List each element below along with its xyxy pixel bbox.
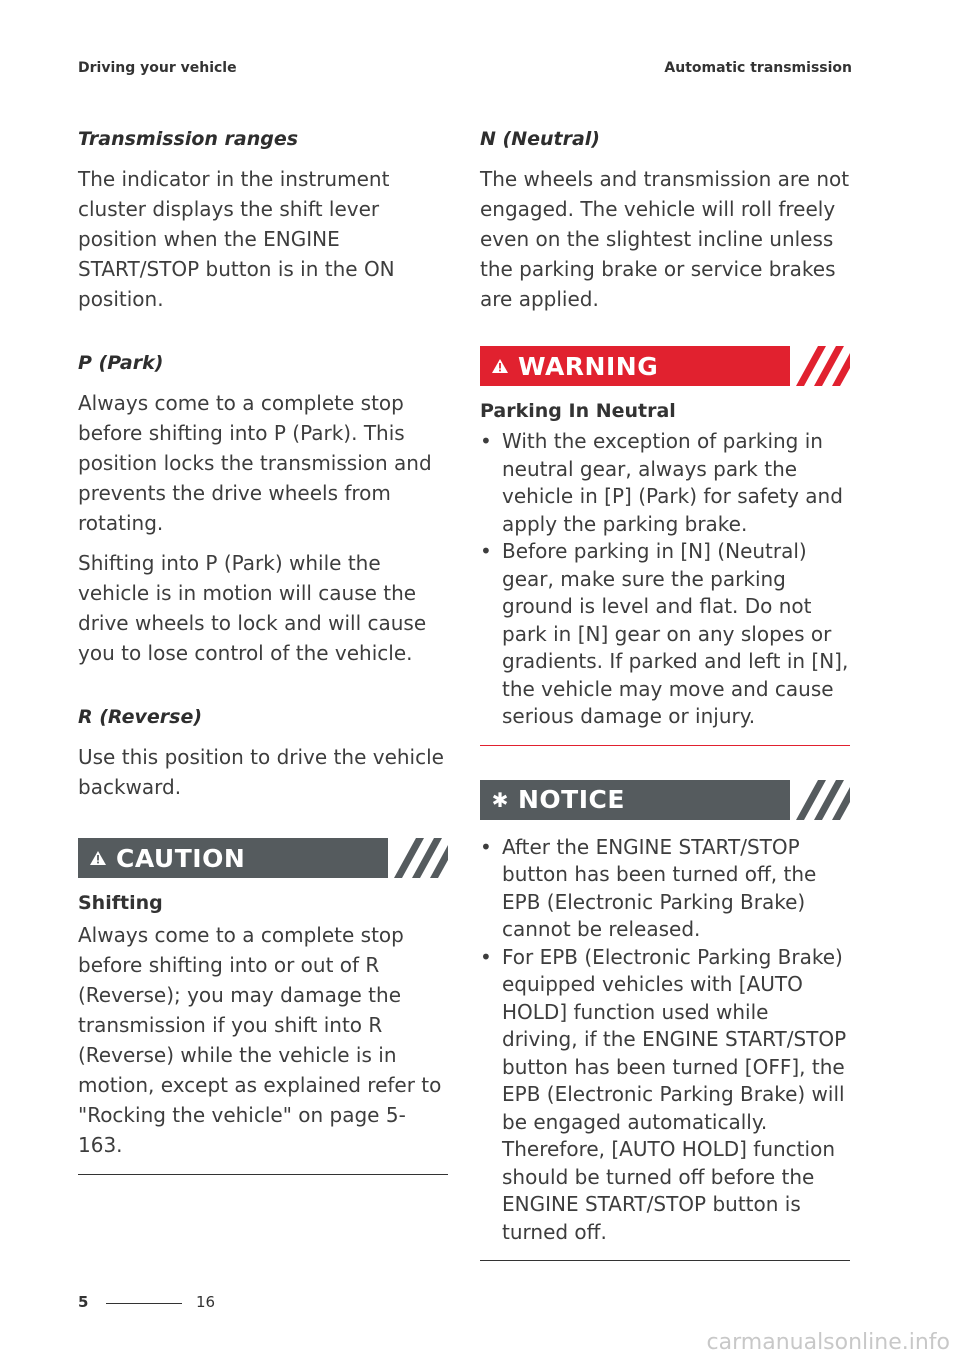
footer-page-number: 16: [196, 1293, 216, 1311]
header-chapter-title: Automatic transmission: [664, 60, 852, 76]
banner-stripes: [790, 346, 850, 386]
footer-divider: [106, 1303, 182, 1304]
notice-label: NOTICE: [518, 785, 625, 814]
caution-label: CAUTION: [116, 843, 246, 873]
warning-title: Parking In Neutral: [480, 400, 676, 422]
warning-triangle-icon: [88, 850, 108, 866]
warning-list: [480, 428, 850, 731]
transmission-ranges-text: The indicator in the instrument cluster displays the shift lever position when the ENGINE START/STOP button is in the ON position.: [78, 167, 395, 311]
banner-stripes: [790, 780, 850, 820]
right-column: [480, 128, 850, 1261]
list-item: • For EPB (Electronic Parking Brake) equipped vehicles with [AUTO HOLD] function used while driving, if the ENGINE START/STOP button has been turned [OFF], the EPB (Electronic Parking Brake) will be engaged automatically. Therefore, [AUTO HOLD] function should be turned off before the ENGINE START/STOP button is turned off.: [480, 944, 847, 1244]
list-item: • After the ENGINE START/STOP button has been turned off, the EPB (Electronic Parking Brake) cannot be released.: [480, 834, 817, 941]
warning-triangle-icon: [490, 358, 510, 374]
header-section-title: Driving your vehicle: [78, 60, 237, 76]
neutral-text: The wheels and transmission are not engaged. The vehicle will roll freely even on the slightest incline unless the parking brake or service brakes are applied.: [480, 167, 850, 311]
caution-title: Shifting: [78, 892, 163, 914]
reverse-heading: R (Reverse): [78, 706, 203, 728]
transmission-ranges-heading: Transmission ranges: [78, 128, 299, 150]
notice-banner: [480, 780, 850, 820]
caution-text: Always come to a complete stop before shifting into or out of R (Reverse); you may damage the transmission if you shift into R (Reverse) while the vehicle is in motion, except as explained refer to "Rocking the vehicle" on page 5-163.: [78, 923, 442, 1157]
warning-label: WARNING: [518, 351, 659, 381]
watermark: carmanualsonline.info: [706, 1330, 950, 1355]
notice-list: [480, 834, 850, 1247]
list-item: • With the exception of parking in neutral gear, always park the vehicle in [P] (Park) for safety and apply the parking brake.: [480, 429, 843, 536]
park-paragraph-1: Always come to a complete stop before shifting into P (Park). This position locks the transmission and prevents the drive wheels from rotating.: [78, 391, 432, 535]
caution-banner: [78, 838, 448, 878]
park-heading: P (Park): [78, 352, 164, 374]
neutral-heading: N (Neutral): [480, 128, 600, 150]
warning-banner: [480, 346, 850, 386]
reverse-text: Use this position to drive the vehicle backward.: [78, 745, 444, 799]
caution-end-rule: [78, 1174, 448, 1175]
left-column: [78, 128, 448, 1175]
asterisk-icon: ✱: [491, 787, 509, 812]
banner-stripes: [388, 838, 448, 878]
footer-chapter-number: 5: [78, 1293, 89, 1311]
list-item: • Before parking in [N] (Neutral) gear, make sure the parking ground is level and flat. Do not park in [N] gear on any slopes or gradients. If parked and left in [N], the vehicle may move and cause serious damage or injury.: [480, 539, 849, 728]
park-paragraph-2: Shifting into P (Park) while the vehicle is in motion will cause the drive wheels to lock and will cause you to lose control of the vehicle.: [78, 551, 427, 665]
notice-end-rule: [480, 1260, 850, 1261]
